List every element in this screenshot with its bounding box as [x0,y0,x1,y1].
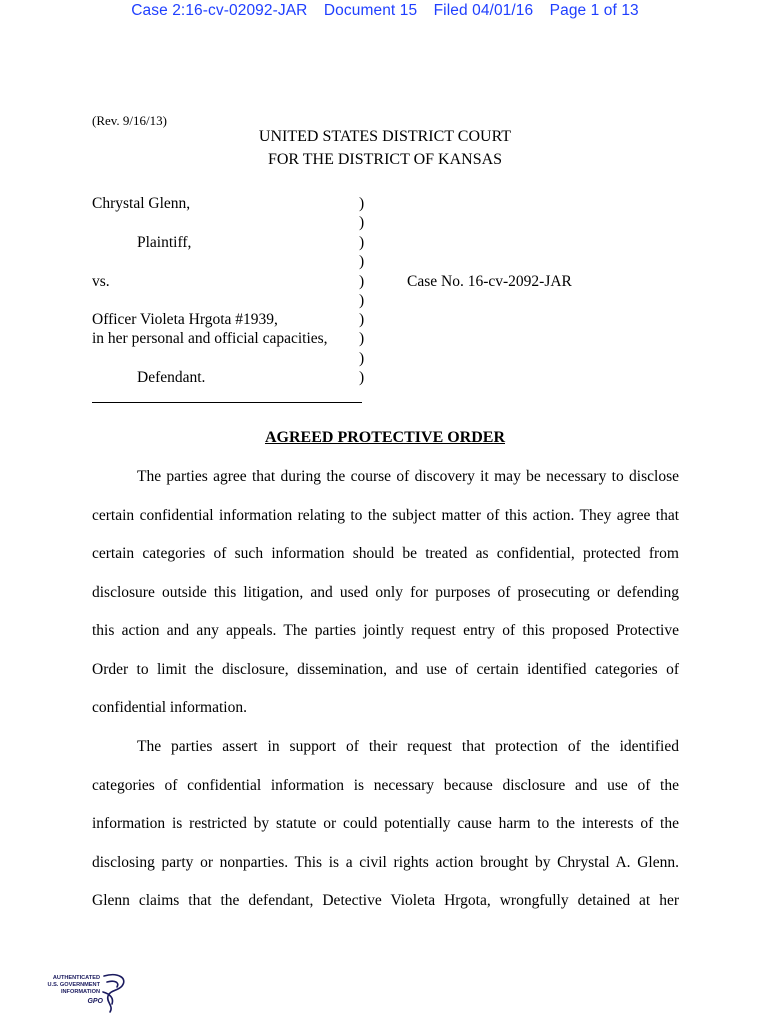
body-line: information is restricted by statute or could potentially cause harm to the interests of the [92,815,679,832]
caption-paren: ) [359,253,365,270]
body-line: disclosing party or nonparties. This is a civil rights action brought by Chrystal A. Glenn. [92,854,679,871]
ecf-header [0,2,770,20]
header-document: Document 15 [323,2,418,19]
caption-vs: vs. [92,273,110,290]
header-case-number: Case 2:16-cv-02092-JAR [131,2,308,19]
caption-plaintiff-label: Plaintiff, [137,234,192,251]
seal-text-gpo: GPO [87,998,103,1005]
caption-defendant-line1: Officer Violeta Hrgota #1939, [92,311,278,328]
seal-text-authenticated: AUTHENTICATED [52,975,100,981]
revision-note: (Rev. 9/16/13) [92,113,167,128]
seal-text-information: INFORMATION [60,989,100,995]
eagle-icon [103,975,124,1012]
court-name-line1: UNITED STATES DISTRICT COURT [258,128,512,145]
court-name-line2: FOR THE DISTRICT OF KANSAS [267,151,503,168]
body-line: this action and any appeals. The parties jointly request entry of this proposed Protective [92,622,679,639]
caption-paren: ) [359,234,365,251]
document-title: AGREED PROTECTIVE ORDER [264,429,506,446]
caption-paren: ) [359,195,365,212]
body-line: categories of confidential information is necessary because disclosure and use of the [92,777,679,794]
body-line: The parties assert in support of their request that protection of the identified [137,738,679,755]
body-line: Glenn claims that the defendant, Detective Violeta Hrgota, wrongfully detained at her [92,892,679,909]
body-line: Order to limit the disclosure, dissemination, and use of certain identified categories of [92,661,679,678]
body-line: disclosure outside this litigation, and used only for purposes of prosecuting or defending [92,584,679,601]
caption-defendant-label: Defendant. [137,369,206,386]
caption-paren: ) [359,311,365,328]
caption-paren: ) [359,214,365,231]
body-line: The parties agree that during the course of discovery it may be necessary to disclose [137,468,679,485]
caption-paren: ) [359,292,365,309]
caption-rule [92,402,362,403]
caption-paren: ) [359,330,365,347]
header-filed-date: Filed 04/01/16 [433,2,534,19]
caption-defendant-line2: in her personal and official capacities, [92,330,328,347]
caption-case-number: Case No. 16-cv-2092-JAR [407,273,572,290]
caption-paren: ) [359,350,365,367]
seal-text-government: U.S. GOVERNMENT [47,982,100,988]
caption-paren: ) [359,273,365,290]
caption-paren: ) [359,369,365,386]
body-line: certain categories of such information should be treated as confidential, protected from [92,545,679,562]
caption-plaintiff-name: Chrystal Glenn, [92,195,191,212]
body-line: certain confidential information relating to the subject matter of this action. They agree that [92,507,679,524]
body-line: confidential information. [92,699,247,716]
header-page: Page 1 of 13 [549,2,639,19]
gpo-authentication-seal [40,970,130,1016]
